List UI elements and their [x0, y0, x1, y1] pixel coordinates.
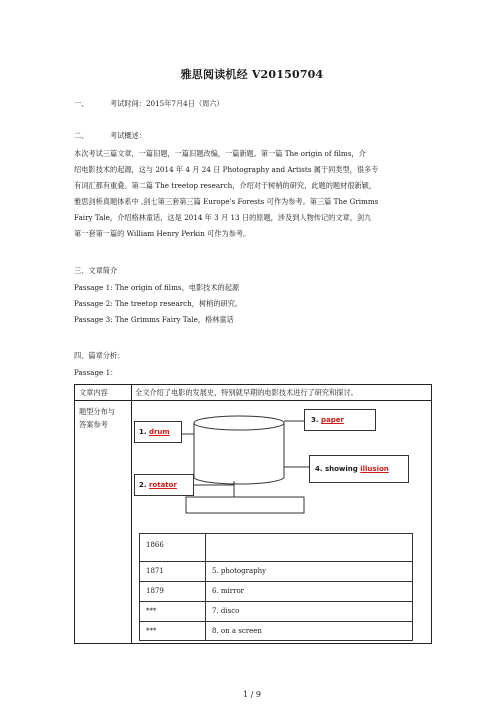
passage1-label: Passage 1： — [74, 368, 118, 377]
overview-line: 第一套第一篇的 William Henry Perkin 可作为参考。 — [74, 229, 251, 238]
section-exam-time — [74, 97, 224, 111]
timeline-event: 7. disco — [212, 607, 240, 615]
timeline-event: 6. mirror — [212, 587, 245, 595]
page-number: 1 / 9 — [243, 690, 261, 699]
q3-answer: paper — [320, 416, 344, 424]
section-passages-heading: 三、文章简介 — [74, 266, 118, 275]
timeline-event: 8. on a screen — [212, 627, 262, 635]
overview-line: 雅思剑桥真题体系中 ,剑七第三套第三篇 Europe's Forests 可作为参考。第三篇 The Grimms — [74, 197, 379, 206]
section-number: 二、 — [74, 131, 89, 140]
section-analysis-heading: 四、篇章分析： — [74, 351, 125, 360]
passage-item: Passage 3: The Grimms Fairy Tale，格林童话 — [74, 315, 234, 324]
timeline-year: *** — [146, 607, 157, 615]
q2-answer: rotator — [148, 481, 177, 489]
row-content-summary: 全文介绍了电影的发展史，特别就早期的电影技术进行了研究和探讨。 — [135, 388, 358, 397]
device-base — [186, 497, 304, 513]
table-divider — [75, 400, 431, 401]
doc-title: 雅思阅读机经 V20150704 — [180, 68, 324, 81]
overview-paragraph — [74, 146, 378, 242]
passage-item: Passage 2: The treetop research，树梢的研究。 — [74, 299, 243, 308]
drum-body — [194, 423, 284, 484]
table-divider — [140, 621, 412, 622]
q4-answer: illusion — [360, 465, 389, 473]
overview-line: 本次考试三篇文章，一篇旧题，一篇旧题改编，一篇新题。第一篇 The origin of films，介 — [74, 149, 366, 158]
passage-item: Passage 1: The origin of films，电影技术的起源 — [74, 283, 240, 292]
row-head-line: 答案参考 — [79, 420, 108, 429]
table-divider — [140, 561, 412, 562]
q2-number: 2. — [139, 481, 147, 489]
q1-answer: drum — [148, 428, 170, 436]
q2-label — [139, 481, 177, 489]
label-box-q2 — [134, 474, 194, 496]
row-head-content: 文章内容 — [79, 388, 108, 397]
section-text: 考试概述： — [110, 131, 146, 140]
q3-label — [311, 416, 344, 424]
label-box-q3 — [304, 409, 376, 431]
table-divider — [205, 534, 206, 640]
overview-line: Fairy Tale，介绍格林童话，这是 2014 年 3 月 13 日的原题，涉及到人物传记的文章，剑九 — [74, 213, 372, 222]
section-number: 一、 — [74, 99, 89, 108]
q1-number: 1. — [139, 428, 147, 436]
timeline-year: *** — [146, 627, 157, 635]
row-head-line: 题型分布与 — [79, 407, 115, 416]
timeline-year: 1879 — [146, 587, 164, 595]
timeline-table — [139, 533, 413, 641]
overview-line: 有词汇都有重叠。第二篇 The treetop research，介绍对于树梢的研究，此题的题材很新颖， — [74, 181, 377, 190]
section-overview-heading — [74, 129, 146, 143]
overview-line: 绍电影技术的起源，这与 2014 年 4 月 24 日 Photography and Artists 属于同类型，很多专 — [74, 165, 379, 174]
film-device-diagram — [134, 409, 424, 524]
q1-label — [139, 428, 170, 436]
timeline-year: 1871 — [146, 567, 164, 575]
drum-top — [194, 416, 284, 430]
table-divider — [131, 385, 132, 643]
q4-number: 4. showing — [315, 465, 358, 473]
row-head-questions — [79, 405, 115, 431]
timeline-event: 5. photography — [212, 567, 267, 575]
label-box-q4 — [309, 455, 409, 483]
label-box-q1 — [134, 421, 182, 443]
table-divider — [140, 601, 412, 602]
timeline-year: 1866 — [146, 541, 164, 549]
section-text: 考试时间：2015年7月4日（周六） — [110, 99, 224, 108]
table-divider — [140, 581, 412, 582]
q4-label — [315, 465, 389, 473]
passage-list — [74, 280, 242, 328]
q3-number: 3. — [311, 416, 319, 424]
